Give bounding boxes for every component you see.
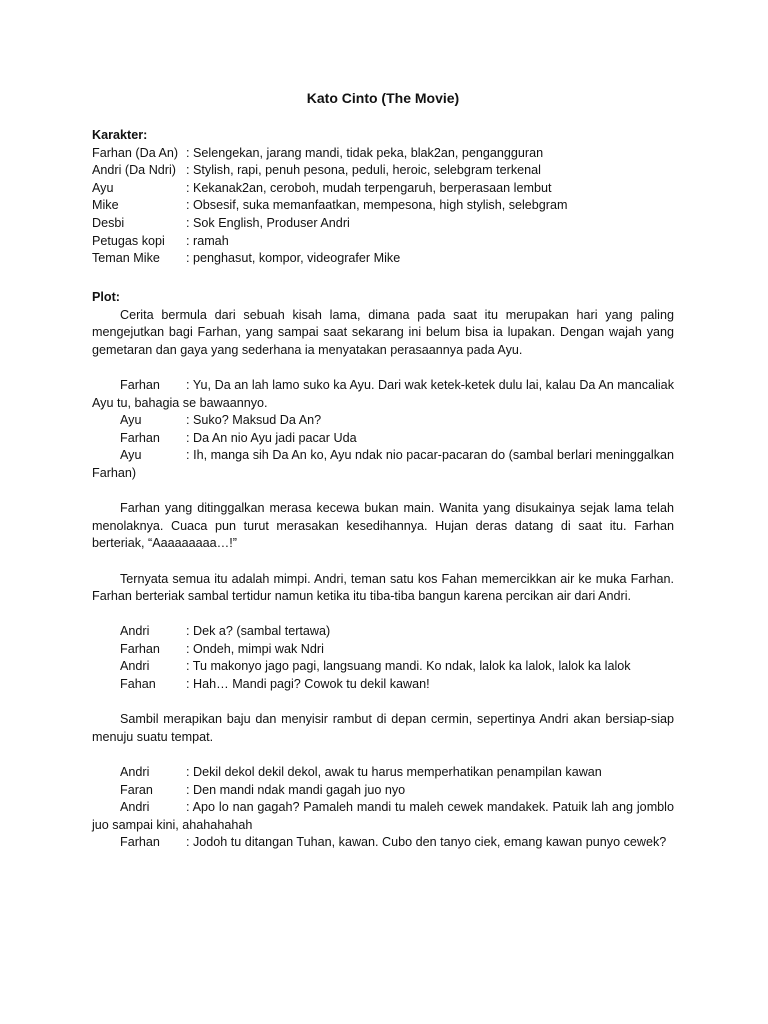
dialogue-line xyxy=(92,834,674,852)
plot-paragraph: Sambil merapikan baju dan menyisir rambut di depan cermin, sepertinya Andri akan bersiap-siap menuju suatu tempat. xyxy=(92,712,674,744)
speaker-name: Andri xyxy=(120,765,150,780)
dialogue-text: : Dek a? (sambal tertawa) xyxy=(186,624,331,639)
character-name: Andri (Da Ndri) xyxy=(92,163,176,178)
character-name: Desbi xyxy=(92,215,125,230)
character-row xyxy=(92,162,674,180)
dialogue-text: : Dekil dekol dekil dekol, awak tu harus memperhatikan penampilan kawan xyxy=(186,765,602,780)
dialogue-text: : Hah… Mandi pagi? Cowok tu dekil kawan! xyxy=(186,677,430,692)
document-title: Kato Cinto (The Movie) xyxy=(306,90,460,106)
speaker-name: Farhan xyxy=(120,377,160,392)
speaker-name: Farhan xyxy=(120,641,160,656)
dialogue-line xyxy=(92,658,674,676)
character-desc: : Sok English, Produser Andri xyxy=(186,215,350,230)
character-row xyxy=(92,215,674,233)
dialogue-text: : Da An nio Ayu jadi pacar Uda xyxy=(186,430,357,445)
dialogue-line xyxy=(92,623,674,641)
dialogue-line xyxy=(92,447,674,482)
dialogue-text: : Apo lo nan gagah? Pamaleh mandi tu maleh cewek mandakek. Patuik lah ang jomblo juo sampai kini, ahahahahah xyxy=(92,800,674,832)
dialogue-text: : Den mandi ndak mandi gagah juo nyo xyxy=(186,782,406,797)
dialogue-text: : Tu makonyo jago pagi, langsuang mandi. Ko ndak, lalok ka lalok, lalok ka lalok xyxy=(186,659,631,674)
character-desc: : penghasut, kompor, videografer Mike xyxy=(186,251,401,266)
speaker-name: Andri xyxy=(120,624,150,639)
speaker-name: Fahan xyxy=(120,677,156,692)
speaker-name: Ayu xyxy=(120,413,142,428)
characters-section xyxy=(92,127,674,268)
character-name: Farhan (Da An) xyxy=(92,145,179,160)
dialogue-line xyxy=(92,412,674,430)
speaker-name: Farhan xyxy=(120,430,160,445)
speaker-name: Andri xyxy=(120,659,150,674)
dialogue-text: : Ih, manga sih Da An ko, Ayu ndak nio pacar-pacaran do (sambal berlari meninggalkan Farhan) xyxy=(92,448,674,480)
dialogue-line xyxy=(92,799,674,834)
character-row xyxy=(92,250,674,268)
dialogue-text: : Yu, Da an lah lamo suko ka Ayu. Dari wak ketek-ketek dulu lai, kalau Da An mancaliak Ayu tu, bahagia se bawaannyo. xyxy=(92,377,674,410)
dialogue-line xyxy=(92,641,674,659)
character-name: Petugas kopi xyxy=(92,233,165,248)
dialogue-text: : Jodoh tu ditangan Tuhan, kawan. Cubo den tanyo ciek, emang kawan punyo cewek? xyxy=(186,835,667,850)
speaker-name: Farhan xyxy=(120,835,160,850)
dialogue-text: : Ondeh, mimpi wak Ndri xyxy=(186,641,324,656)
speaker-name: Faran xyxy=(120,782,153,797)
dialogue-line xyxy=(92,430,674,448)
plot-heading: Plot: xyxy=(92,290,120,304)
speaker-name: Andri xyxy=(120,800,150,815)
plot-paragraph: Farhan yang ditinggalkan merasa kecewa bukan main. Wanita yang disukainya sejak lama telah menolaknya. Cuaca pun turut merasakan kesedihannya. Hujan deras datang di saat itu. Farhan berteriak, “Aaaaaaaaa…!” xyxy=(92,501,674,551)
character-desc: : Obsesif, suka memanfaatkan, mempesona, high stylish, selebgram xyxy=(186,198,568,213)
character-desc: : Selengekan, jarang mandi, tidak peka, blak2an, pengangguran xyxy=(186,145,544,160)
character-desc: : ramah xyxy=(186,233,229,248)
dialogue-line xyxy=(92,676,674,694)
dialogue-line xyxy=(92,377,674,412)
plot-paragraph: Cerita bermula dari sebuah kisah lama, dimana pada saat itu merupakan hari yang paling mengejutkan bagi Farhan, yang sampai saat sekarang ini belum bisa ia lupakan. Dengan wajah yang gemetaran dan gaya yang sederhana ia menyatakan perasaannya pada Ayu. xyxy=(92,307,674,357)
dialogue-line xyxy=(92,764,674,782)
characters-heading: Karakter: xyxy=(92,128,148,142)
character-row xyxy=(92,197,674,215)
character-desc: : Kekanak2an, ceroboh, mudah terpengaruh, berperasaan lembut xyxy=(186,180,552,195)
character-desc: : Stylish, rapi, penuh pesona, peduli, heroic, selebgram terkenal xyxy=(186,163,541,178)
character-name: Mike xyxy=(92,198,119,213)
dialogue-line xyxy=(92,782,674,800)
character-row xyxy=(92,145,674,163)
plot-section xyxy=(92,289,674,852)
character-name: Teman Mike xyxy=(92,251,160,266)
speaker-name: Ayu xyxy=(120,448,142,463)
dialogue-text: : Suko? Maksud Da An? xyxy=(186,413,322,428)
plot-paragraph: Ternyata semua itu adalah mimpi. Andri, teman satu kos Fahan memercikkan air ke muka Farhan. Farhan berteriak sambal tertidur namun ketika itu tiba-tiba bangun karena percikan air dari Andri. xyxy=(92,571,674,604)
character-row xyxy=(92,233,674,251)
character-row xyxy=(92,180,674,198)
character-name: Ayu xyxy=(92,180,114,195)
